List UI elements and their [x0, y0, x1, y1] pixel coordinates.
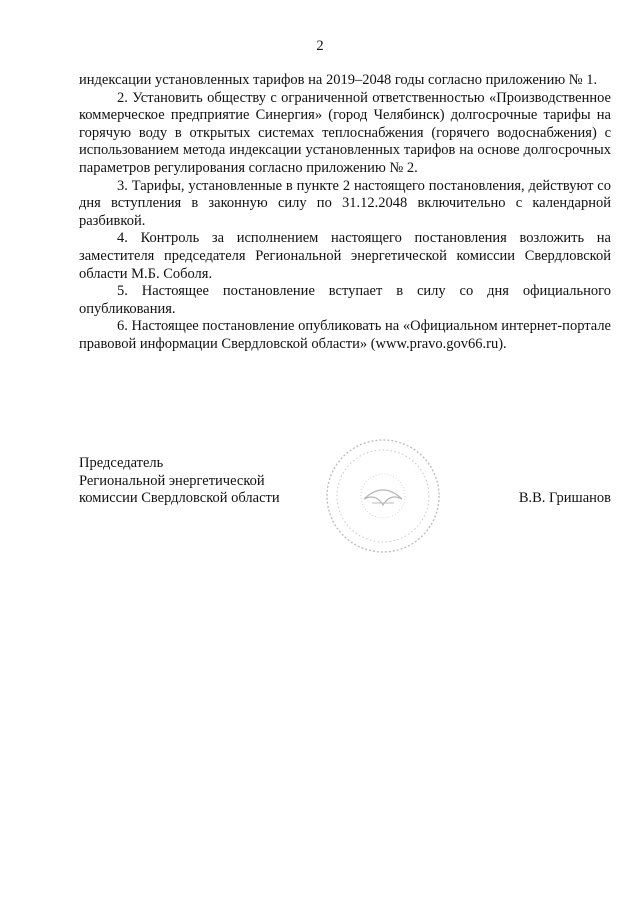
paragraph-item-3: 3. Тарифы, установленные в пункте 2 настоящего постановления, действуют со дня вступления в законную силу по 31.12.2048 включительно с календарной разбивкой. — [79, 177, 611, 229]
paragraph-item-6: 6. Настоящее постановление опубликовать на «Официальном интернет-портале правовой информации Свердловской области» (www.pravo.gov66.ru). — [79, 318, 611, 352]
signature-block — [79, 455, 611, 565]
paragraph-continuation: индексации установленных тарифов на 2019–2048 годы согласно приложению № 1. — [79, 72, 598, 88]
paragraph-item-2: 2. Установить обществу с ограниченной ответственностью «Производственное коммерческое предприятие Синергия» (город Челябинск) долгосрочные тарифы на горячую воду в открытых системах теплоснабжения (горячего водоснабжения) с использованием метода индексации установленных тарифов на основе долгосрочных параметров регулирования согласно приложению № 2. — [79, 89, 611, 176]
document-body — [79, 72, 611, 354]
signatory-title-line-2: Региональной энергетической — [79, 472, 265, 489]
paragraph-item-5: 5. Настоящее постановление вступает в силу со дня официального опубликования. — [79, 283, 611, 317]
signatory-title-line-1: Председатель — [79, 455, 164, 471]
page-number: 2 — [316, 38, 324, 54]
paragraph-item-4: 4. Контроль за исполнением настоящего постановления возложить на заместителя председателя Региональной энергетической комиссии Свердловской области М.Б. Соболя. — [79, 230, 611, 282]
signatory-title-line-3: комиссии Свердловской области — [79, 490, 280, 507]
signatory-name: В.В. Гришанов — [518, 490, 611, 506]
